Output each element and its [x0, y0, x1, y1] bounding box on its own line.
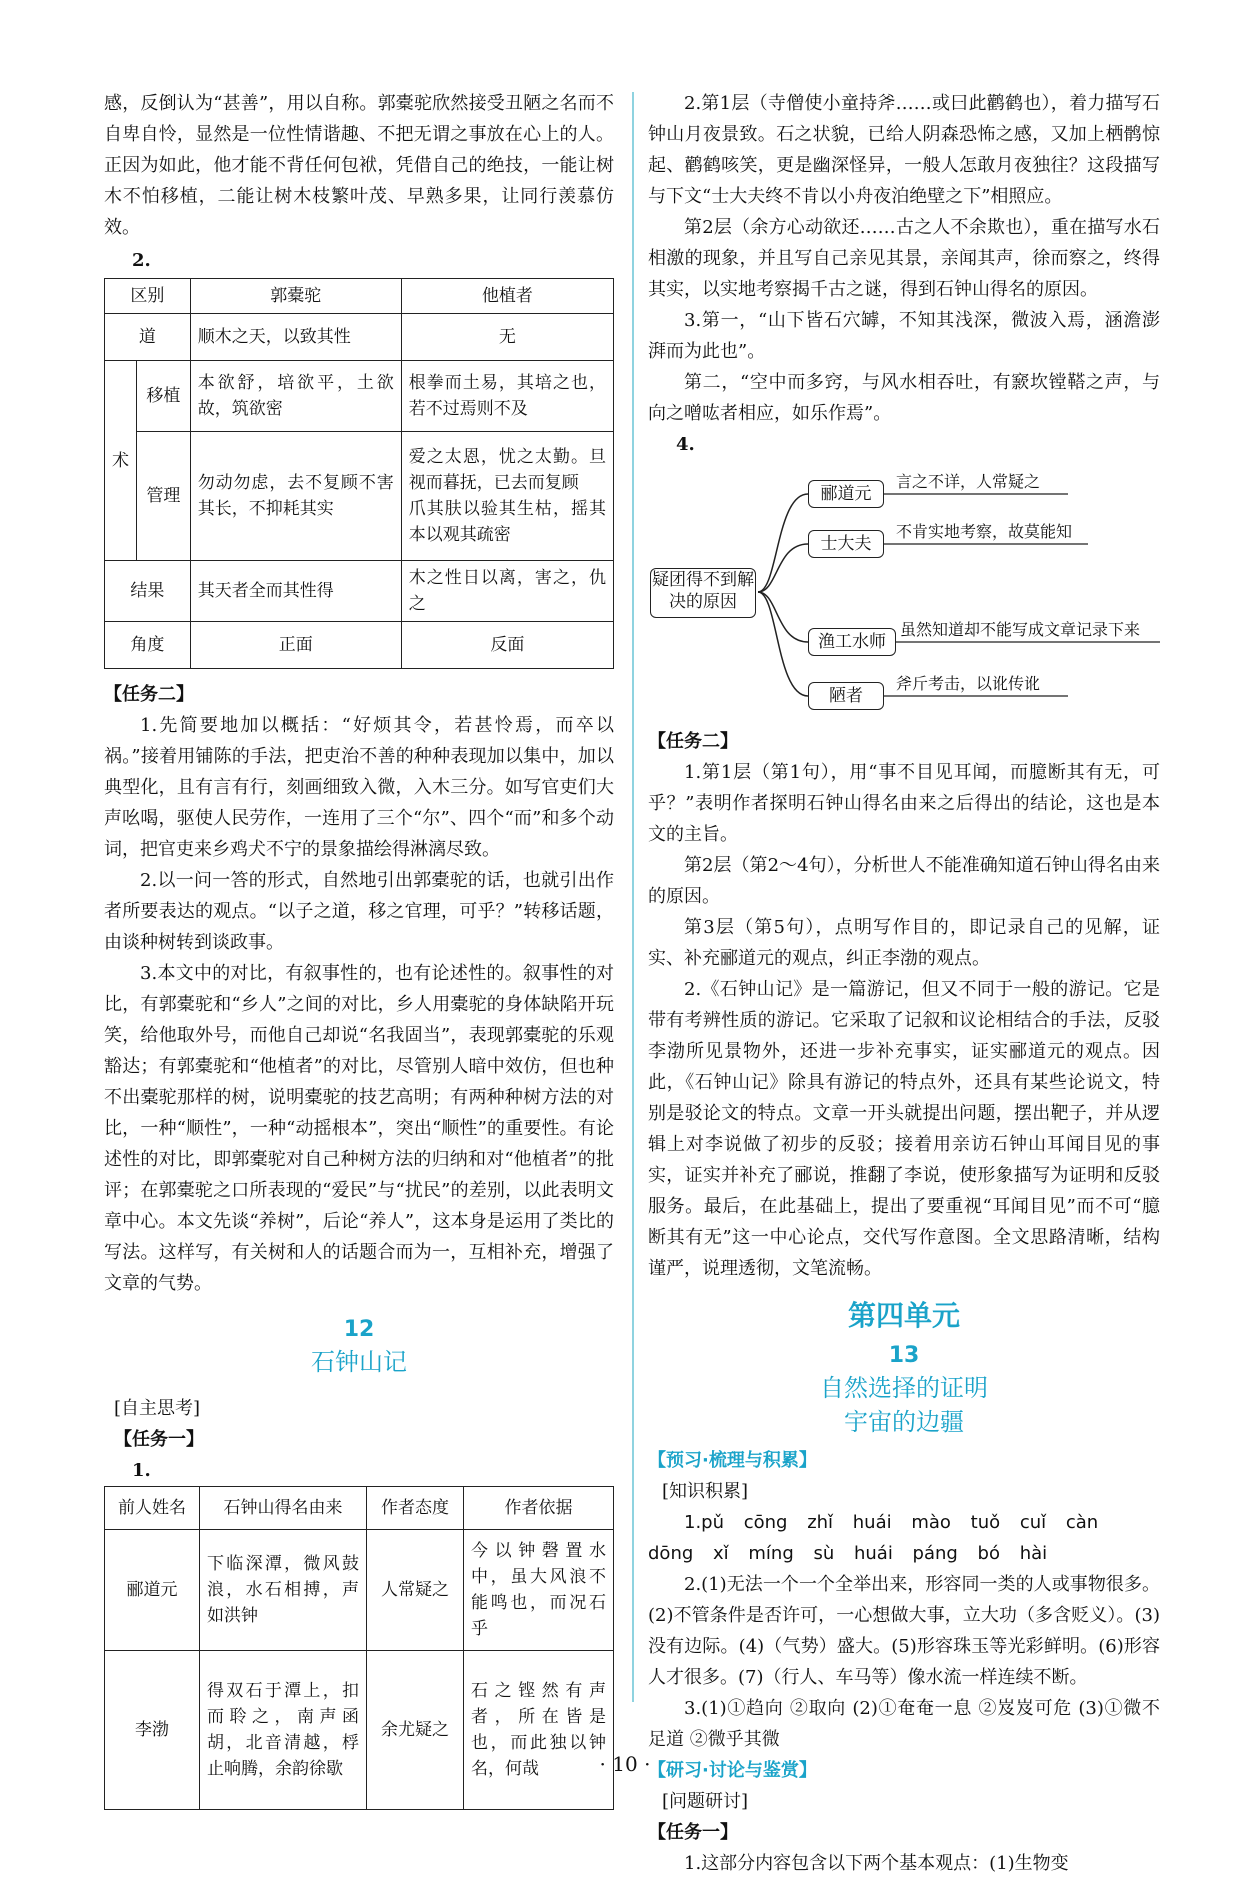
page-number: · 10 · [599, 1752, 651, 1776]
table-cell: 角度 [105, 622, 191, 669]
table-cell: 管理 [137, 432, 191, 561]
mind-map-node: 郦道元 [808, 480, 884, 508]
subsection-label: [知识积累] [662, 1481, 749, 1502]
table-row [105, 1487, 614, 1530]
section-title: 石钟山记 [311, 1348, 407, 1376]
answer-paragraph: 2.《石钟山记》是一篇游记，但又不同于一般的游记。它是带有考辨性质的游记。它采取了记叙和议论相结合的手法，反驳李渤所见景物外，还进一步补充事实，证实郦道元的观点。因此，《石钟山记》除具有游记的特点外，还具有某些论说文，特别是驳论文的特点。文章一开头就提出问题，摆出靶子，并从逻辑上对李说做了初步的反驳；接着用亲访石钟山耳闻目见的事实，证实并补充了郦说，推翻了李说，使形象描写为证明和反驳服务。最后，在此基础上，提出了要重视“耳闻目见”而不可“臆断其有无”这一中心论点，交代写作意图。全文思路清晰，结构谨严，说理透彻，文笔流畅。 [648, 979, 1160, 1279]
question-number: 2. [132, 250, 151, 271]
question-number: 4. [676, 434, 695, 455]
mind-map-node: 渔工水师 [808, 628, 896, 656]
mind-map-label: 言之不详，人常疑之 [896, 472, 1041, 491]
table-cell: 术 [105, 361, 137, 561]
connector-line [758, 592, 808, 696]
table-cell: 本欲舒，培欲平，土欲故，筑欲密 [190, 361, 401, 432]
right-column [648, 88, 1160, 1879]
subsection-label: [问题研讨] [662, 1791, 749, 1812]
table-row [105, 1651, 614, 1810]
column-divider [632, 92, 634, 1702]
table-header: 石钟山得名由来 [200, 1487, 367, 1530]
table-cell: 石之铿然有声者，所在皆是也，而此独以钟名，何哉 [464, 1651, 614, 1810]
answer-paragraph: 第3层（第5句），点明写作目的，即记录自己的见解，证实、补充郦道元的观点，纠正李渤的观点。 [648, 917, 1160, 969]
answer-paragraph: 2.(1)无法一个一个全举出来，形容同一类的人或事物很多。(2)不管条件是否许可，一心想做大事，立大功（多含贬义）。(3)没有边际。(4)（气势）盛大。(5)形容珠玉等光彩鲜明。(6)形容人才很多。(7)（行人、车马等）像水流一样连续不断。 [648, 1574, 1160, 1688]
table-cell: 人常疑之 [367, 1530, 464, 1651]
table-row [105, 1530, 614, 1651]
section-number: 13 [888, 1343, 920, 1368]
table-cell: 勿动勿虑，去不复顾不害其长，不抑耗其实 [190, 432, 401, 561]
table-header: 前人姓名 [105, 1487, 200, 1530]
table-header: 区别 [105, 279, 191, 314]
table-row [105, 622, 614, 669]
table-row [105, 279, 614, 314]
table-cell: 余尤疑之 [367, 1651, 464, 1810]
table-cell: 结果 [105, 561, 191, 622]
answer-paragraph: 3.第一，“山下皆石穴罅，不知其浅深，微波入焉，涵澹澎湃而为此也”。 [648, 310, 1160, 362]
table-cell: 道 [105, 314, 191, 361]
table-cell: 木之性日以离，害之，仇之 [401, 561, 613, 622]
section-title: 宇宙的边疆 [844, 1408, 964, 1436]
answer-paragraph: 3.本文中的对比，有叙事性的，也有论述性的。叙事性的对比，有郭橐驼和“乡人”之间的对比，乡人用橐驼的身体缺陷开玩笑，给他取外号，而他自己却说“名我固当”，表现郭橐驼的乐观豁达；有郭橐驼和“他植者”的对比，尽管别人暗中效仿，但也种不出橐驼那样的树，说明橐驼的技艺高明；有两种种树方法的对比，一种“顺性”，一种“动摇根本”，突出“顺性”的重要性。有论述性的对比，即郭橐驼对自己种树方法的归纳和对“他植者”的批评；在郭橐驼之口所表现的“爱民”与“扰民”的差别，以此表明文章中心。本文先谈“养树”，后论“养人”，这本身是运用了类比的写法。这样写，有关树和人的话题合而为一，互相补充，增强了文章的气势。 [104, 963, 614, 1294]
mind-map [648, 464, 1160, 722]
table-row [105, 561, 614, 622]
task-label: 【任务一】 [648, 1822, 738, 1843]
table-row [105, 432, 614, 561]
pinyin-line: 1.pǔ cōng zhǐ huái mào tuǒ cuǐ càn [684, 1512, 1099, 1533]
table-header: 郭橐驼 [190, 279, 401, 314]
left-column [104, 88, 614, 1810]
mind-map-node: 士大夫 [808, 530, 884, 558]
table-header: 作者依据 [464, 1487, 614, 1530]
answer-paragraph: 第2层（第2～4句），分析世人不能准确知道石钟山得名由来的原因。 [648, 855, 1160, 907]
intro-paragraph: 感，反倒认为“甚善”，用以自称。郭橐驼欣然接受丑陋之名而不自卑自怜，显然是一位性情谐趣、不把无谓之事放在心上的人。正因为如此，他才能不背任何包袱，凭借自己的绝技，一能让树木不怕移植，二能让树木枝繁叶茂、早熟多果，让同行羡慕仿效。 [104, 93, 614, 238]
mind-map-label: 虽然知道却不能写成文章记录下来 [900, 620, 1141, 639]
answer-paragraph: 3.(1)①趋向 ②取向 (2)①奄奄一息 ②岌岌可危 (3)①微不足道 ②微乎其微 [648, 1698, 1160, 1750]
table-cell-line: 爪其肤以验其生枯，摇其本以观其疏密 [408, 499, 606, 545]
task-label: 【任务一】 [114, 1429, 204, 1450]
band-heading: 【研习·讨论与鉴赏】 [648, 1760, 817, 1781]
subsection-label: [自主思考] [114, 1398, 201, 1419]
pinyin-line: dōng xǐ míng sù huái páng bó hài [648, 1543, 1048, 1564]
table-header: 他植者 [401, 279, 613, 314]
table-cell: 其天者全而其性得 [190, 561, 401, 622]
answer-paragraph: 1.先简要地加以概括：“好烦其令，若甚怜焉，而卒以祸。”接着用铺陈的手法，把吏治不善的种种表现加以集中，加以典型化，且有言有行，刻画细致入微，入木三分。如写官吏们大声吆喝，驱使人民劳作，一连用了三个“尔”、四个“而”和多个动词，把官吏来乡鸡犬不宁的景象描绘得淋漓尽致。 [104, 715, 614, 860]
table-header: 作者态度 [367, 1487, 464, 1530]
table-row [105, 361, 614, 432]
mind-map-node: 陋者 [808, 682, 884, 710]
table-cell: 郦道元 [105, 1530, 200, 1651]
connector-line [758, 494, 808, 592]
connector-line [758, 544, 808, 592]
band-heading: 【预习·梳理与积累】 [648, 1450, 817, 1471]
table-cell: 李渤 [105, 1651, 200, 1810]
answer-paragraph: 2.以一问一答的形式，自然地引出郭橐驼的话，也就引出作者所要表达的观点。“以子之道，移之官理，可乎？”转移话题，由谈种树转到谈政事。 [104, 870, 614, 953]
table-cell: 根拳而土易，其培之也，若不过焉则不及 [401, 361, 613, 432]
table-cell [401, 432, 613, 561]
question-number: 1. [132, 1460, 151, 1481]
section-number: 12 [343, 1317, 375, 1342]
answer-paragraph: 1.第1层（第1句），用“事不目见耳闻，而臆断其有无，可乎？”表明作者探明石钟山得名由来之后得出的结论，这也是本文的主旨。 [648, 762, 1160, 845]
comparison-table [104, 278, 614, 669]
answer-paragraph: 第二，“空中而多窍，与风水相吞吐，有窾坎镗鞳之声，与向之噌吰者相应，如乐作焉”。 [648, 372, 1160, 424]
answer-paragraph: 1.这部分内容包含以下两个基本观点：(1)生物变 [684, 1853, 1069, 1874]
table-row [105, 314, 614, 361]
table-cell: 得双石于潭上，扣而聆之，南声函胡，北音清越，桴止响腾，余韵徐歇 [200, 1651, 367, 1810]
answer-paragraph: 第2层（余方心动欲还……古之人不余欺也），重在描写水石相激的现象，并且写自己亲见其景，亲闻其声，徐而察之，终得其实，以实地考察揭千古之谜，得到石钟山得名的原因。 [648, 217, 1160, 300]
table-cell: 下临深潭，微风鼓浪，水石相搏，声如洪钟 [200, 1530, 367, 1651]
task-label: 【任务二】 [104, 684, 194, 705]
mind-map-label: 不肯实地考察，故莫能知 [896, 522, 1073, 541]
table-cell: 反面 [401, 622, 613, 669]
mind-map-root: 疑团得不到解决的原因 [650, 568, 756, 618]
mind-map-label: 斧斤考击，以讹传讹 [896, 674, 1041, 693]
answer-paragraph: 2.第1层（寺僧使小童持斧……或曰此鹳鹤也），着力描写石钟山月夜景致。石之状貌，已给人阴森恐怖之感，又加上栖鹘惊起、鹳鹤咳笑，更是幽深怪异，一般人怎敢月夜独往？这段描写与下文“士大夫终不肯以小舟夜泊绝壁之下”相照应。 [648, 93, 1160, 207]
section-title: 自然选择的证明 [820, 1374, 988, 1402]
table-cell: 今以钟磬置水中，虽大风浪不能鸣也，而况石乎 [464, 1530, 614, 1651]
table-cell: 移植 [137, 361, 191, 432]
section-heading [104, 1315, 614, 1379]
table-cell-line: 爱之太恩，忧之太勤。旦视而暮抚，已去而复顾 [408, 447, 606, 493]
table-cell: 正面 [190, 622, 401, 669]
unit-heading: 第四单元 [847, 1299, 960, 1332]
table-cell: 顺木之天，以致其性 [190, 314, 401, 361]
task-label: 【任务二】 [648, 731, 738, 752]
table-cell: 无 [401, 314, 613, 361]
